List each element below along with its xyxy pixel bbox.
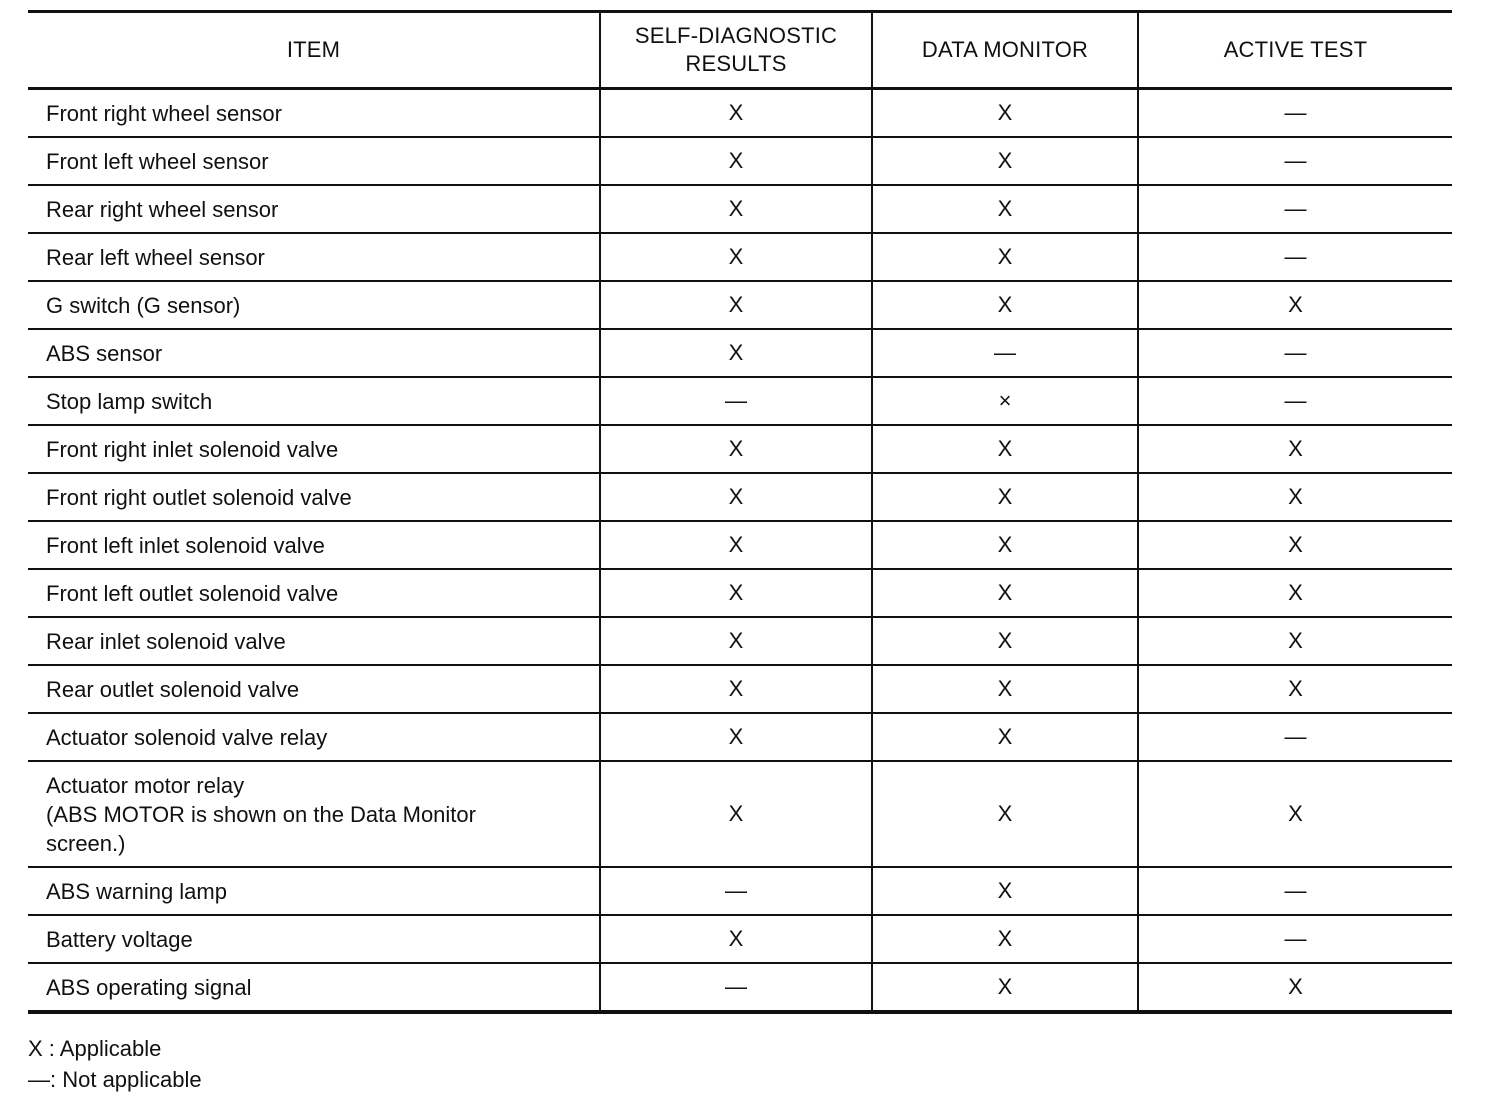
table-row (28, 963, 1452, 1012)
table-row (28, 867, 1452, 915)
active-test-cell: — (1138, 233, 1452, 281)
self-diagnostic-cell: X (600, 665, 872, 713)
item-cell: Stop lamp switch (28, 377, 600, 425)
self-diagnostic-cell: X (600, 137, 872, 185)
self-diagnostic-cell: X (600, 761, 872, 867)
data-monitor-cell: X (872, 761, 1138, 867)
active-test-cell: — (1138, 89, 1452, 138)
table-row (28, 329, 1452, 377)
data-monitor-cell: — (872, 329, 1138, 377)
item-cell: Front right wheel sensor (28, 89, 600, 138)
data-monitor-cell: X (872, 89, 1138, 138)
item-cell: Front left outlet solenoid valve (28, 569, 600, 617)
item-cell: ABS sensor (28, 329, 600, 377)
legend-applicable: X : Applicable (28, 1036, 162, 1061)
table-row (28, 425, 1452, 473)
table-row (28, 473, 1452, 521)
active-test-cell: X (1138, 761, 1452, 867)
table-row (28, 617, 1452, 665)
diagnostic-items-table (28, 10, 1452, 1014)
self-diagnostic-cell: — (600, 867, 872, 915)
active-test-cell: — (1138, 915, 1452, 963)
data-monitor-cell: X (872, 963, 1138, 1012)
item-cell: Front right inlet solenoid valve (28, 425, 600, 473)
item-line: Actuator motor relay (46, 772, 245, 798)
active-test-cell: X (1138, 521, 1452, 569)
item-cell: Actuator solenoid valve relay (28, 713, 600, 761)
self-diagnostic-cell: — (600, 377, 872, 425)
self-diagnostic-cell: X (600, 521, 872, 569)
self-diagnostic-cell: — (600, 963, 872, 1012)
data-monitor-cell: X (872, 665, 1138, 713)
data-monitor-cell: X (872, 233, 1138, 281)
data-monitor-cell: X (872, 425, 1138, 473)
table-row (28, 281, 1452, 329)
table-row (28, 521, 1452, 569)
header-self-diagnostic-line1: SELF-DIAGNOSTIC (634, 23, 838, 48)
active-test-cell: X (1138, 963, 1452, 1012)
active-test-cell: — (1138, 329, 1452, 377)
active-test-cell: — (1138, 713, 1452, 761)
active-test-cell: X (1138, 665, 1452, 713)
data-monitor-cell: X (872, 281, 1138, 329)
table-row (28, 569, 1452, 617)
item-cell (28, 761, 600, 867)
data-monitor-cell: X (872, 867, 1138, 915)
data-monitor-cell: X (872, 137, 1138, 185)
item-cell: Rear left wheel sensor (28, 233, 600, 281)
data-monitor-cell: X (872, 521, 1138, 569)
header-self-diagnostic-results (600, 12, 872, 89)
table-row (28, 233, 1452, 281)
item-cell: Front left inlet solenoid valve (28, 521, 600, 569)
table-body (28, 89, 1452, 1013)
active-test-cell: — (1138, 377, 1452, 425)
data-monitor-cell: X (872, 617, 1138, 665)
table-row (28, 89, 1452, 138)
table-row (28, 761, 1452, 867)
table-row (28, 665, 1452, 713)
item-cell: Front right outlet solenoid valve (28, 473, 600, 521)
item-line: (ABS MOTOR is shown on the Data Monitor (46, 801, 476, 827)
table-row (28, 377, 1452, 425)
data-monitor-cell: X (872, 569, 1138, 617)
item-cell: ABS warning lamp (28, 867, 600, 915)
item-line: screen.) (46, 830, 126, 856)
self-diagnostic-cell: X (600, 617, 872, 665)
active-test-cell: X (1138, 569, 1452, 617)
self-diagnostic-cell: X (600, 915, 872, 963)
self-diagnostic-cell: X (600, 713, 872, 761)
data-monitor-cell: × (872, 377, 1138, 425)
self-diagnostic-cell: X (600, 89, 872, 138)
legend-not-applicable: —: Not applicable (28, 1067, 202, 1092)
table-row (28, 185, 1452, 233)
item-cell: Rear inlet solenoid valve (28, 617, 600, 665)
active-test-cell: X (1138, 617, 1452, 665)
item-cell: Front left wheel sensor (28, 137, 600, 185)
data-monitor-cell: X (872, 473, 1138, 521)
item-cell: G switch (G sensor) (28, 281, 600, 329)
self-diagnostic-cell: X (600, 281, 872, 329)
item-cell: ABS operating signal (28, 963, 600, 1012)
active-test-cell: — (1138, 867, 1452, 915)
active-test-cell: — (1138, 185, 1452, 233)
header-active-test: ACTIVE TEST (1138, 12, 1452, 89)
table-row (28, 915, 1452, 963)
data-monitor-cell: X (872, 185, 1138, 233)
active-test-cell: X (1138, 281, 1452, 329)
header-data-monitor: DATA MONITOR (872, 12, 1138, 89)
table-header (28, 12, 1452, 89)
active-test-cell: X (1138, 425, 1452, 473)
item-cell: Rear outlet solenoid valve (28, 665, 600, 713)
header-item: ITEM (28, 12, 600, 89)
table-row (28, 137, 1452, 185)
active-test-cell: — (1138, 137, 1452, 185)
header-self-diagnostic-line2: RESULTS (685, 51, 787, 76)
self-diagnostic-cell: X (600, 473, 872, 521)
data-monitor-cell: X (872, 713, 1138, 761)
self-diagnostic-cell: X (600, 425, 872, 473)
self-diagnostic-cell: X (600, 569, 872, 617)
data-monitor-cell: X (872, 915, 1138, 963)
item-cell: Battery voltage (28, 915, 600, 963)
self-diagnostic-cell: X (600, 185, 872, 233)
table-row (28, 713, 1452, 761)
header-row (28, 12, 1452, 89)
self-diagnostic-cell: X (600, 329, 872, 377)
active-test-cell: X (1138, 473, 1452, 521)
self-diagnostic-cell: X (600, 233, 872, 281)
item-cell: Rear right wheel sensor (28, 185, 600, 233)
